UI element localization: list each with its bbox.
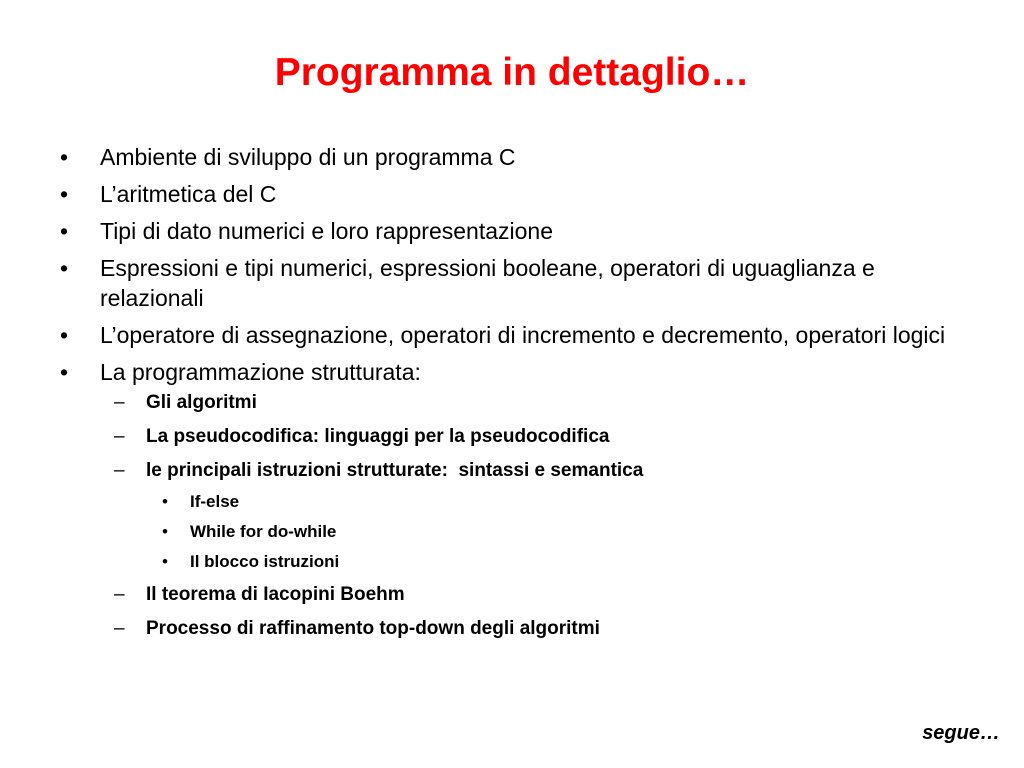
- bullet-text: Espressioni e tipi numerici, espressioni booleane, operatori di uguaglianza e relazionali: [100, 255, 875, 311]
- dash-icon: –: [114, 584, 125, 605]
- bullet-icon: •: [60, 322, 69, 348]
- sub-item: [60, 583, 980, 607]
- sub-sub-item: [60, 551, 980, 573]
- bullet-text: Tipi di dato numerici e loro rappresentazione: [100, 218, 554, 244]
- bullet-item: [60, 142, 980, 172]
- bullet-text: Ambiente di sviluppo di un programma C: [100, 144, 516, 170]
- sub-item-text: La pseudocodifica: linguaggi per la pseudocodifica: [146, 426, 610, 447]
- sub-sub-item-text: Il blocco istruzioni: [190, 552, 340, 571]
- sub-item-text: le principali istruzioni strutturate: sintassi e semantica: [146, 460, 644, 481]
- sub-sub-item-text: If-else: [190, 492, 240, 511]
- bullet-text: L’aritmetica del C: [100, 181, 277, 207]
- sub-sub-item-text: While for do-while: [190, 522, 337, 541]
- bullet-icon: •: [60, 144, 69, 170]
- continue-note: segue…: [922, 722, 1000, 744]
- sub-item: [60, 425, 980, 449]
- sub-sub-item: [60, 491, 980, 513]
- sub-item-text: Gli algoritmi: [146, 392, 257, 413]
- sub-item-text: Processo di raffinamento top-down degli algoritmi: [146, 618, 600, 639]
- bullet-list: [60, 142, 980, 651]
- sub-sub-item: [60, 521, 980, 543]
- slide-title: Programma in dettaglio…: [274, 51, 750, 94]
- bullet-icon: •: [162, 552, 168, 571]
- bullet-item: [60, 357, 980, 387]
- bullet-icon: •: [60, 359, 69, 385]
- sub-item: [60, 617, 980, 641]
- bullet-icon: •: [60, 218, 69, 244]
- sub-item-text: Il teorema di Iacopini Boehm: [146, 584, 405, 605]
- dash-icon: –: [114, 392, 125, 413]
- bullet-text: La programmazione strutturata:: [100, 359, 421, 385]
- bullet-icon: •: [162, 522, 168, 541]
- bullet-item: [60, 320, 980, 350]
- bullet-item: [60, 216, 980, 246]
- dash-icon: –: [114, 618, 125, 639]
- bullet-item: [60, 179, 980, 209]
- sub-list: [60, 391, 980, 641]
- bullet-icon: •: [60, 181, 69, 207]
- dash-icon: –: [114, 460, 125, 481]
- sub-item: [60, 391, 980, 415]
- bullet-icon: •: [162, 492, 168, 511]
- dash-icon: –: [114, 426, 125, 447]
- sub-item: [60, 459, 980, 483]
- bullet-text: L’operatore di assegnazione, operatori di incremento e decremento, operatori logici: [100, 322, 946, 348]
- bullet-item: [60, 253, 980, 313]
- bullet-icon: •: [60, 255, 69, 281]
